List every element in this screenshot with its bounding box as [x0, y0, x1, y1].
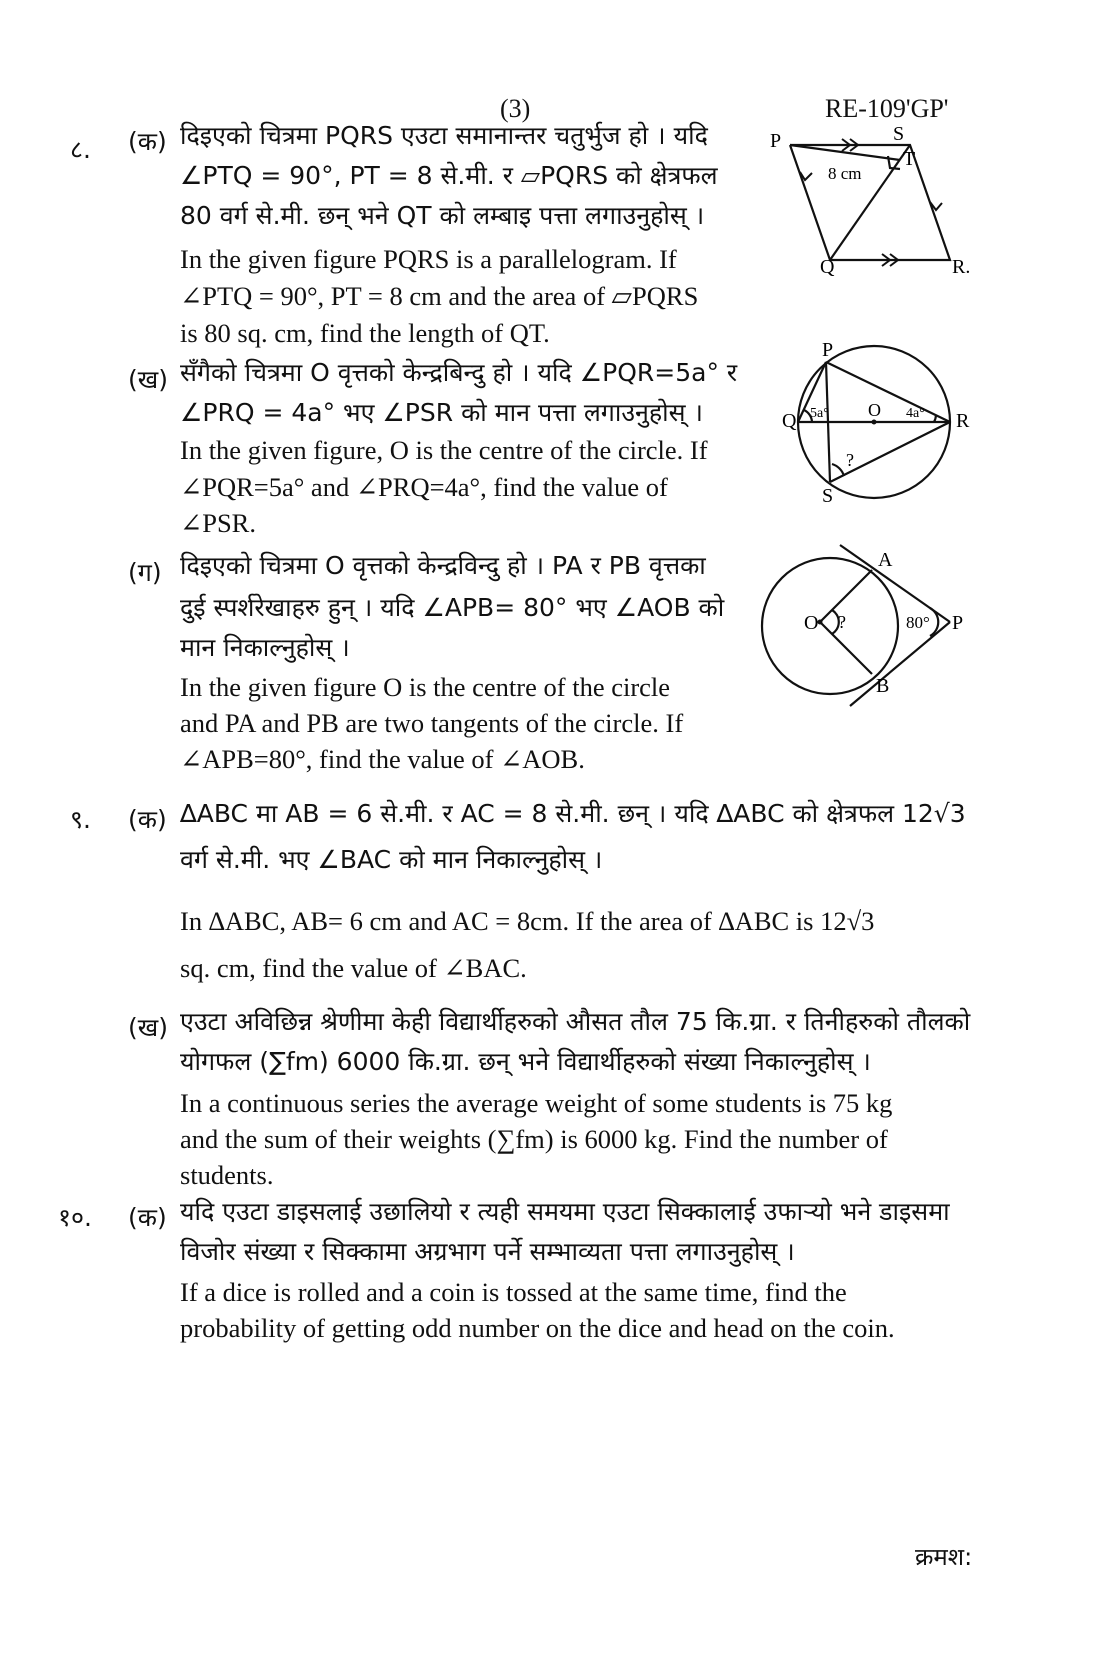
vertex-label: Q	[820, 256, 835, 278]
subquestion-label: (क)	[128, 805, 167, 834]
question-text: and PA and PB are two tangents of the circle. If	[180, 708, 684, 738]
question-text: ∠PQR=5a° and ∠PRQ=4a°, find the value of	[180, 472, 668, 502]
question-text: विजोर संख्या र सिक्कामा अग्रभाग पर्ने सम्भाव्यता पत्ता लगाउनुहोस् ।	[180, 1237, 795, 1266]
subquestion-label: (ख)	[128, 1013, 168, 1042]
center-label: O	[804, 612, 819, 634]
center-label: O	[868, 400, 881, 420]
question-text: ∆ABC मा AB = 6 से.मी. र AC = 8 से.मी. छन् । यदि ∆ABC को क्षेत्रफल 12√3	[180, 799, 966, 828]
vertex-label: B	[876, 675, 890, 697]
question-text: sq. cm, find the value of ∠BAC.	[180, 953, 527, 983]
parallelogram-figure	[760, 120, 1020, 280]
length-label: 8 cm	[828, 164, 862, 183]
subquestion-label: (ख)	[128, 365, 168, 394]
question-number: ८.	[70, 135, 91, 164]
angle-label: 5a°	[810, 406, 829, 421]
question-text: ∠PTQ = 90°, PT = 8 cm and the area of ▱PQRS	[180, 281, 699, 311]
vertex-label: Q	[782, 410, 797, 432]
continued-label: क्रमश:	[915, 1543, 973, 1571]
question-text: In the given figure O is the centre of the circle	[180, 672, 671, 702]
question-text: If a dice is rolled and a coin is tossed at the same time, find the	[180, 1277, 847, 1307]
question-text: ∠PRQ = 4a° भए ∠PSR को मान पत्ता लगाउनुहोस् ।	[180, 398, 703, 427]
question-text: मान निकाल्नुहोस् ।	[180, 633, 350, 662]
vertex-label: P	[952, 612, 964, 634]
question-text: is 80 sq. cm, find the length of QT.	[180, 318, 550, 348]
question-text: In the given figure, O is the centre of the circle. If	[180, 435, 708, 465]
question-text: and the sum of their weights (∑fm) is 6000 kg. Find the number of	[180, 1124, 888, 1154]
question-text: In ∆ABC, AB= 6 cm and AC = 8cm. If the area of ∆ABC is 12√3	[180, 906, 875, 936]
angle-label: 4a°	[906, 406, 925, 421]
vertex-label: R	[956, 410, 970, 432]
angle-label: ?	[838, 612, 846, 632]
angle-label: ?	[846, 450, 854, 470]
question-text: एउटा अविछिन्न श्रेणीमा केही विद्यार्थीहरुको औसत तौल 75 कि.ग्रा. र तिनीहरुको तौलको	[180, 1007, 971, 1036]
question-text: योगफल (∑fm) 6000 कि.ग्रा. छन् भने विद्यार्थीहरुको संख्या निकाल्नुहोस् ।	[180, 1047, 871, 1076]
vertex-label: R.	[952, 256, 971, 278]
question-text: दिइएको चित्रमा O वृत्तको केन्द्रविन्दु हो । PA र PB वृत्तका	[180, 551, 706, 580]
question-text: probability of getting odd number on the dice and head on the coin.	[180, 1313, 895, 1343]
question-text: students.	[180, 1160, 274, 1190]
tangent-figure	[760, 540, 990, 720]
question-text: यदि एउटा डाइसलाई उछालियो र त्यही समयमा एउटा सिक्कालाई उफार्‍यो भने डाइसमा	[180, 1197, 950, 1226]
question-text: ∠APB=80°, find the value of ∠AOB.	[180, 744, 585, 774]
question-text: 80 वर्ग से.मी. छन् भने QT को लम्बाइ पत्ता लगाउनुहोस् ।	[180, 201, 705, 230]
question-text: दिइएको चित्रमा PQRS एउटा समानान्तर चतुर्भुज हो । यदि	[180, 121, 708, 150]
exam-code: RE-109'GP'	[825, 94, 949, 123]
question-text: वर्ग से.मी. भए ∠BAC को मान निकाल्नुहोस् ।	[180, 845, 603, 874]
vertex-label: P	[770, 130, 782, 152]
question-number: १०.	[58, 1203, 92, 1232]
angle-label: 80°	[906, 613, 930, 632]
vertex-label: T	[903, 148, 916, 170]
question-text: सँगैको चित्रमा O वृत्तको केन्द्रबिन्दु हो । यदि ∠PQR=5a° र	[180, 358, 738, 387]
question-text: In a continuous series the average weight of some students is 75 kg	[180, 1088, 893, 1118]
question-text: In the given figure PQRS is a parallelogram. If	[180, 244, 677, 274]
subquestion-label: (ग)	[128, 558, 162, 587]
question-text: दुई स्पर्शरेखाहरु हुन् । यदि ∠APB= 80° भए ∠AOB को	[180, 593, 725, 622]
subquestion-label: (क)	[128, 127, 167, 156]
vertex-label: S	[822, 485, 834, 507]
circle-figure	[780, 340, 980, 510]
question-number: ९.	[70, 805, 91, 834]
subquestion-label: (क)	[128, 1203, 167, 1232]
vertex-label: S	[893, 123, 905, 145]
question-text: ∠PSR.	[180, 508, 256, 538]
question-text: ∠PTQ = 90°, PT = 8 से.मी. र ▱PQRS को क्षेत्रफल	[180, 161, 718, 190]
page-number: (3)	[500, 94, 531, 123]
vertex-label: A	[878, 549, 893, 571]
vertex-label: P	[822, 340, 834, 361]
